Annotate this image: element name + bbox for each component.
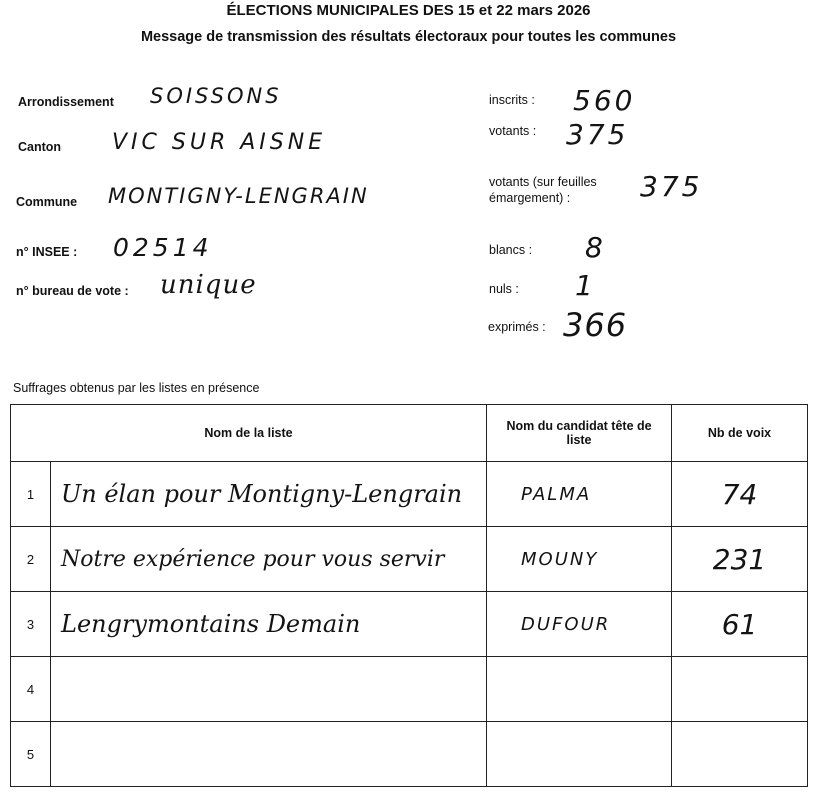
- candidate-cell: DUFOUR: [487, 592, 672, 657]
- table-row: [11, 592, 808, 657]
- header-candidate: [487, 405, 672, 462]
- table-caption: Suffrages obtenus par les listes en présence: [13, 381, 260, 395]
- row-number: 2: [11, 527, 51, 592]
- list-name-cell: Lengrymontains Demain: [51, 592, 487, 657]
- commune-value: MONTIGNY-LENGRAIN: [108, 184, 369, 208]
- candidate-cell: MOUNY: [487, 527, 672, 592]
- table-row: [11, 462, 808, 527]
- insee-value: 02514: [113, 233, 213, 262]
- document-title: ÉLECTIONS MUNICIPALES DES 15 et 22 mars 2026: [226, 2, 591, 19]
- table-row: [11, 527, 808, 592]
- blancs-label: blancs :: [489, 243, 533, 257]
- votes-cell: 74: [672, 462, 808, 527]
- nuls-label: nuls :: [489, 282, 519, 296]
- table-row: [11, 722, 808, 787]
- votants-emargement-label-2: émargement) :: [489, 191, 571, 205]
- header-list-name: Nom de la liste: [11, 405, 487, 462]
- row-number: 3: [11, 592, 51, 657]
- nuls-value: 1: [575, 269, 593, 302]
- header-votes: Nb de voix: [672, 405, 808, 462]
- list-name-cell: Notre expérience pour vous servir: [51, 527, 487, 592]
- blancs-value: 8: [585, 231, 603, 264]
- votes-cell: 231: [672, 527, 808, 592]
- votants-emargement-label-1: votants (sur feuilles: [489, 175, 597, 189]
- votes-cell: [672, 722, 808, 787]
- candidate-cell: PALMA: [487, 462, 672, 527]
- inscrits-value: 560: [573, 84, 636, 117]
- canton-value: VIC SUR AISNE: [112, 130, 327, 155]
- inscrits-label: inscrits :: [489, 93, 535, 107]
- votants-label: votants :: [489, 124, 537, 138]
- arrondissement-label: Arrondissement: [18, 95, 114, 109]
- list-name-cell: Un élan pour Montigny-Lengrain: [51, 462, 487, 527]
- header-candidate-line2: liste: [566, 433, 592, 447]
- row-number: 1: [11, 462, 51, 527]
- exprimes-value: 366: [563, 306, 628, 344]
- candidate-cell: [487, 722, 672, 787]
- list-name-cell: [51, 657, 487, 722]
- header-candidate-line1: Nom du candidat tête de: [506, 419, 652, 433]
- table-header-row: [11, 405, 808, 462]
- exprimes-label: exprimés :: [488, 320, 546, 334]
- commune-label: Commune: [16, 195, 78, 209]
- row-number: 5: [11, 722, 51, 787]
- table-row: [11, 657, 808, 722]
- candidate-cell: [487, 657, 672, 722]
- results-table: [10, 404, 808, 787]
- votes-cell: 61: [672, 592, 808, 657]
- votants-value: 375: [566, 118, 629, 151]
- votes-cell: [672, 657, 808, 722]
- list-name-cell: [51, 722, 487, 787]
- arrondissement-value: SOISSONS: [150, 84, 282, 108]
- insee-label: n° INSEE :: [16, 245, 78, 259]
- row-number: 4: [11, 657, 51, 722]
- canton-label: Canton: [18, 140, 62, 154]
- document-subtitle: Message de transmission des résultats électoraux pour toutes les communes: [140, 29, 677, 45]
- bureau-value: unique: [160, 270, 257, 300]
- bureau-label: n° bureau de vote :: [16, 284, 129, 298]
- votants-emargement-value: 375: [640, 170, 703, 203]
